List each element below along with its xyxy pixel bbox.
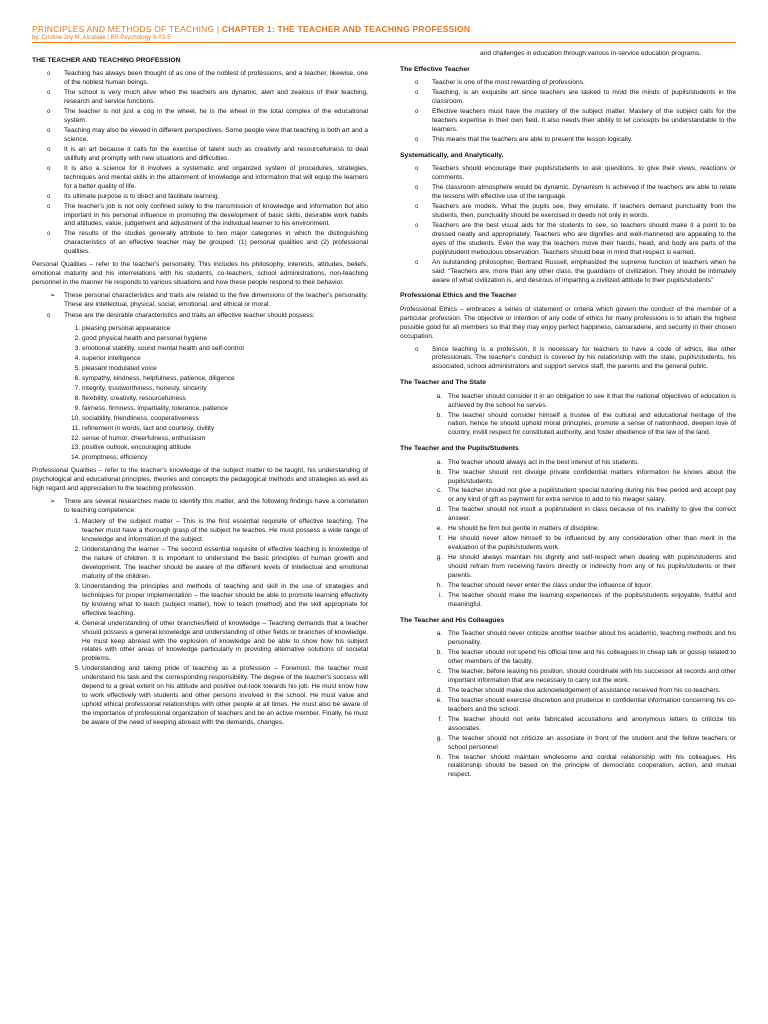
competence-item: 5. Understanding and taking pride of teaching as a profession – Foremost, the teacher must understand his task and the corresponding responsibility. The degree of the teacher's success will depend to a great extent on his attitude and positive out-look towards his job. He must know how to work effectively with students and other persons involved in the school. He must value and uphold ethical professional relationships with other people at all times. He must also be aware of the importance of professional organization of teachers and be an active member. Finally, he must be aware of the need of keeping abreast with the demands, changes, <box>82 665 368 728</box>
ethics-bullet-list <box>400 346 736 373</box>
page-header <box>32 24 736 43</box>
pupils-item: b. The teacher should not divulge private confidential matters information he knows about the pupils/students. <box>444 469 736 487</box>
systematic-item: o The classroom atmosphere would be dynamic. Dynamism is achieved if the teachers are able to relate the lessons with effective use of the language. <box>400 184 736 202</box>
intro-bullet-item: o The teacher's job is not only confined solely to the transmission of knowledge and information but also important in his personal influence in promoting the development of basic skills, desirable work habits and attitudes, value, judgement and adjustment of the individual learner to his environment. <box>32 203 368 230</box>
pupils-item: h. The teacher should never enter the class under the influence of liquor. <box>444 582 736 591</box>
pupils-item: c. The teacher should not give a pupil/student special tutoring during his free period and accept pay or any kind of gift as payment for extra service to add to his meager salary. <box>444 487 736 505</box>
competence-item: 4. General understanding of other branches/field of knowledge – Teaching demands that a teacher should possess a general knowledge and understanding of other fields or branches of knowledge. He must keep abreast with the explosion of knowledge and be able to show how his subject relates with other areas of knowledge particularly in providing alternative solutions of societal problems. <box>82 620 368 665</box>
colleagues-item: g. The teacher should not criticize an associate in front of the student and the fellow teachers or school personnel <box>444 735 736 753</box>
professional-qualities-paragraph: Professional Qualities – refer to the teacher's knowledge of the subject matter to be taught, his understanding of psychological and educational principles, theories and concepts the pedagogical methods and strategies as well as high regard and appreciation to the teaching profession. <box>32 467 368 493</box>
competence-item: 3. Understanding the principles and methods of teaching and skill in the use of strategies and techniques for proper implementation – the teacher should be able to promote learning effectivity by knowing what to teach (subject matter), how to teach (method) and the skill appropriate for effective teaching. <box>82 583 368 619</box>
section-heading-systematic: Systematically, and Analytically. <box>400 151 504 159</box>
quality-item: 11. refinement in words, tact and courtesy, civility <box>82 425 368 434</box>
header-title <box>32 24 736 34</box>
section-heading-ethics: Professional Ethics and the Teacher <box>400 292 517 300</box>
pupils-item: g. He should always maintain his dignity and self-respect when dealing with pupils/students and should refrain from receiving favors directly or indirectly from any of his pupils/students or their parents. <box>444 554 736 581</box>
pupils-item: i. The teacher should make the learning experiences of the pupils/students enjoyable, fruitful and meaningful. <box>444 592 736 610</box>
quality-item: 2. good physical health and personal hygiene <box>82 335 368 344</box>
intro-bullet-item: o Its ultimate purpose is to direct and facilitate learning. <box>32 193 368 202</box>
pupils-item: a. The teacher should always act in the best interest of his students. <box>444 459 736 468</box>
section-heading-state: The Teacher and The State <box>400 379 486 387</box>
section-heading-colleagues: The Teacher and His Colleagues <box>400 616 505 624</box>
pupils-list <box>400 459 736 610</box>
intro-bullet-item: o Teaching has always been thought of as one of the noblest of professions, and a teacher, likewise, one of the noblest human beings. <box>32 70 368 88</box>
quality-item: 8. flexibility, creativity, resourcefulness <box>82 395 368 404</box>
quality-item: 6. sympathy, kindness, helpfulness, patience, diligence <box>82 375 368 384</box>
state-list <box>400 393 736 439</box>
quality-item: 10. sociability, friendliness, cooperativeness <box>82 415 368 424</box>
intro-bullet-item: o It is also a science for it involves a systematic and organized system of procedures, strategies, techniques and mental skills in the attainment of knowledge and information that will equip the learners for a better quality of life. <box>32 165 368 192</box>
quality-item: 3. emotional stability, sound mental health and self-control <box>82 345 368 354</box>
colleagues-list <box>400 630 736 780</box>
quality-item: 13. positive outlook, encouraging attitude <box>82 444 368 453</box>
section-heading-effective-teacher: The Effective Teacher <box>400 65 470 73</box>
header-rule <box>32 42 736 43</box>
intro-bullet-item: o The school is very much alive when the teachers are dynamic, alert and zealous of their teaching, research and service functions. <box>32 89 368 107</box>
competence-item: 1. Mastery of the subject matter – This is the first essential requisite of effective teaching. The teacher must have a thorough grasp of the subject he teaches. He must possess a wide range of knowledge and information of the subject. <box>82 518 368 545</box>
colleagues-item: a. The Teacher should never criticize another teacher about his academic, teaching methods and his personality. <box>444 630 736 648</box>
pupils-item: f. He should never allow himself to be influenced by any consideration other than merit in the evaluation of the pupils/students work. <box>444 535 736 553</box>
personal-qualities-paragraph: Personal Qualities – refer to the teacher's personality. This includes his philosophy, interests, attitudes, beliefs, emotional maturity and his interrelations with his students, co-teachers, school administrations, non-teaching personnel in the manner he responds to various situations and how these people respond to their behavior. <box>32 261 368 287</box>
systematic-item: o An outstanding philosopher, Bertrand Russell, emphasized the supreme function of teachers when he said: “Teachers are, more than any other class, the guardians of civilization. They should be intimately aware of what civilization is, and desirous of imparting a civilized attitude to their pupils/students” <box>400 259 736 286</box>
state-item: b. The teacher should consider himself a trustee of the cultural and educational heritage of the nation, hence he should uphold moral principles, promote a sense of nationhood, deepen love of country, instill respect for constituted authority, and foster obedience of the law of the land. <box>444 412 736 439</box>
right-column <box>400 50 736 1014</box>
colleagues-item: h. The teacher should maintain wholesome and cordial relationship with his colleagues. His relationship should be based on the principle of democratic cooperation, action, and mutual respect. <box>444 754 736 781</box>
competence-item: 2. Understanding the learner – The second essential requisite of effective teaching is knowledge of the nature of children. It is important to understand the basic principles of human growth and development. The teacher should be aware of the different levels of intellectual and emotional maturity of the children. <box>82 546 368 582</box>
state-item: a. The teacher should consider it in an obligation to see it that the national objectives of education is achieved by the school he serves. <box>444 393 736 411</box>
quality-item: 9. fairness, firmness, impartiality, tolerance, patience <box>82 405 368 414</box>
personal-qualities-sub-item: o These are the desirable characteristics and traits an effective teacher should possess: <box>32 312 368 321</box>
colleagues-item: e. The teacher should exercise discretion and prudence in confidential information concerning his co-teachers and the school. <box>444 697 736 715</box>
systematic-item: o Teachers are models. What the pupils see, they emulate. If teachers demand punctuality from the students, then, punctuality should be exercised in deeds not only in words. <box>400 203 736 221</box>
effective-teacher-item: o Effective teachers must have the mastery of the subject matter. Mastery of the subject calls for the teachers expertise in their own field. It also needs their ability to let concepts be understandable to the learners. <box>400 108 736 135</box>
quality-item: 14. promptness, efficiency <box>82 454 368 463</box>
intro-bullet-item: o The teacher is not just a cog in the wheel, he is the wheel in the total complex of the educational system. <box>32 108 368 126</box>
intro-bullet-item: o The results of the studies generally attribute to two major categories in which the distinguishing characteristics of an effective teacher may be grouped: (1) personal qualities and (2) professional qualities. <box>32 230 368 257</box>
pupils-item: e. He should be firm but gentle in matters of discipline. <box>444 525 736 534</box>
qualities-numbered-list <box>32 325 368 463</box>
colleagues-item: d. The teacher should make due acknowledgement of assistance received from his co-teachers. <box>444 687 736 696</box>
effective-teacher-list <box>400 79 736 145</box>
systematic-item: o Teachers should encourage their pupils/students to ask questions, to give their views, reactions or comments. <box>400 165 736 183</box>
ethics-paragraph: Professional Ethics – embraces a series of statement or criteria which govern the conduct of the member of a particular profession. The objective or intention of any code of ethics for many professions is to attain the highest possible good for all members so that they may enjoy perfect happiness, camaraderie, and security in their chosen occupation. <box>400 305 736 340</box>
effective-teacher-item: o Teacher is one of the most rewarding of professions. <box>400 79 736 88</box>
personal-qualities-arrow-item: ➢ These personal characteristics and traits are related to the five dimensions of the teacher's personality. These are intellectual, physical, social, emotional, and ethical or moral. <box>32 292 368 310</box>
section-heading-pupils: The Teacher and the Pupils/Students <box>400 445 519 453</box>
quality-item: 1. pleasing personal appearance <box>82 325 368 334</box>
intro-bullet-list <box>32 70 368 257</box>
competence-numbered-list <box>32 518 368 728</box>
quality-item: 7. integrity, trustworthiness, honesty, sincerity <box>82 385 368 394</box>
systematic-item: o Teachers are the best visual aids for the students to see, so teachers should make it a point to be dressed neatly and appropriately. Teachers who are dignifies and well-mannered are appealing to the eyes of the students. Even the way the teachers move their hands, head, and body are parts of the pupil/student meticulous observation. Teachers should bear in mind that respect is earned. <box>400 222 736 258</box>
colleagues-item: c. The teacher, before leaving his position, should coordinate with his successor all records and other important information that are necessary to carry out the work. <box>444 668 736 686</box>
header-separator: | <box>214 24 222 34</box>
quality-item: 12. sense of humor, cheerfulness, enthusiasm <box>82 435 368 444</box>
effective-teacher-item: o This means that the teachers are able to present the lesson logically. <box>400 136 736 145</box>
continued-text: and challenges in education through various in-service education programs. <box>480 50 702 57</box>
professional-qualities-arrow-item: ➢ There are several researches made to identify this matter, and the following findings have a correlation to teaching competence: <box>32 498 368 516</box>
systematic-list <box>400 165 736 285</box>
header-title-main: PRINCIPLES AND METHODS OF TEACHING <box>32 24 215 34</box>
pupils-item: d. The teacher should not insult a pupil/student in class because of his inability to give the correct answer. <box>444 506 736 524</box>
header-chapter: CHAPTER 1: THE TEACHER AND TEACHING PROFESSION <box>221 24 471 34</box>
quality-item: 4. superior intelligence <box>82 355 368 364</box>
ethics-bullet-item: o Since teaching is a profession, it is necessary for teachers to have a code of ethics, like other professionals. The teacher's conduct is covered by his relationship with the state, pupils/students, his associated, school administrators and support service staff, the parents and the general public. <box>400 346 736 373</box>
quality-item: 5. pleasant modulated voice <box>82 365 368 374</box>
colleagues-item: b. The teacher should not spend his official time and his colleagues in cheap talk or gossip related to other members of the faculty. <box>444 649 736 667</box>
personal-qualities-sub-list <box>32 312 368 321</box>
effective-teacher-item: o Teaching, is an exquisite art since teachers are tasked to mold the minds of pupils/students in the classroom. <box>400 89 736 107</box>
section-heading-teacher-profession: THE TEACHER AND TEACHING PROFESSION <box>32 57 181 64</box>
intro-bullet-item: o Teaching may also be viewed in different perspectives. Some people view that teaching is both art and a science. <box>32 127 368 145</box>
intro-bullet-item: o It is an art because it calls for the exercise of talent such as creativity and resourcefulness to deal skillfully and promptly with new situations and difficulties. <box>32 146 368 164</box>
header-author: by: Cristine Joy M. Alcabaie | BS Psychology 3-Y2-5 <box>32 35 171 41</box>
colleagues-item: f. The teacher should not write fabricated accusations and anonymous letters to criticize his associates. <box>444 716 736 734</box>
left-column <box>32 50 368 1014</box>
